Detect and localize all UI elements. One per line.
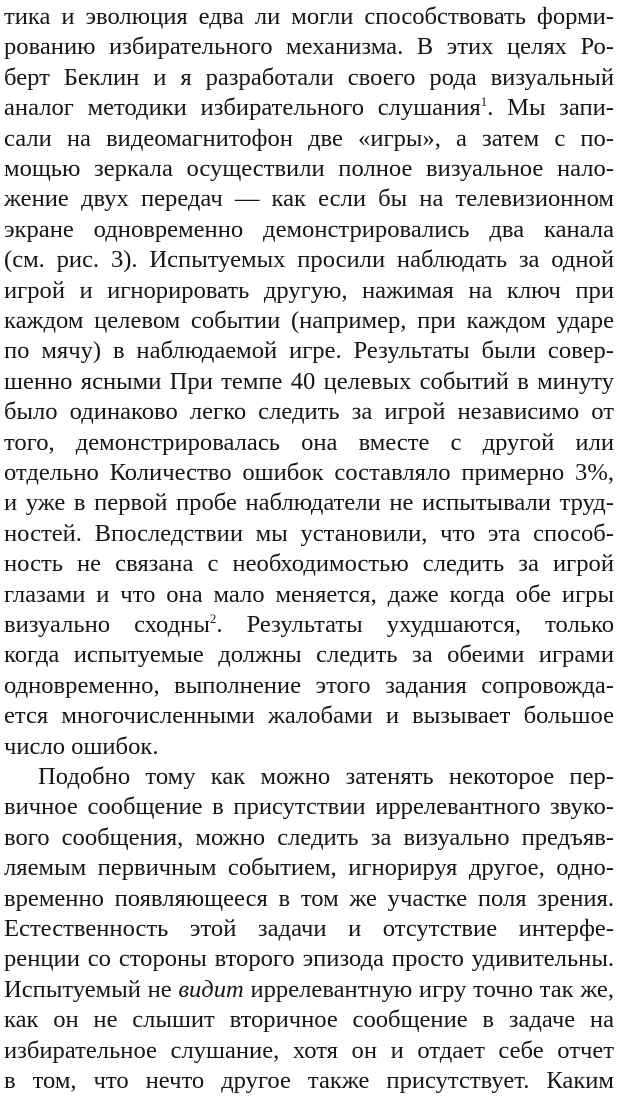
text-line: когда испытуемые должны следить за обеими играми <box>4 641 614 669</box>
text-line: ляемым первичным событием, игнорируя другое, одно- <box>4 854 614 882</box>
text-line: в том, что нечто другое также присутствует. Каким <box>4 1067 614 1094</box>
text-line: число ошибок. <box>4 732 159 760</box>
text-line: временно появляющееся в том же участке поля зрения. <box>4 884 614 912</box>
text-fragment: аналог методики избирательного слушания <box>4 94 481 122</box>
text-line: вичное сообщение в присутствии иррелевантного звуко- <box>4 793 614 821</box>
text-line: по мячу) в наблюдаемой игре. Результаты были совер- <box>4 337 614 365</box>
text-line: ется многочисленными жалобами и вызывает большое <box>4 702 614 730</box>
text-line: было одинаково легко следить за игрой независимо от <box>4 398 614 426</box>
paragraph-first-line: Подобно тому как можно затенять некоторое пер- <box>38 763 614 790</box>
text-line: того, демонстрировалась она вместе с другой или <box>4 428 614 456</box>
text-line: рованию избирательного механизма. В этих целях Ро- <box>4 33 614 61</box>
text-line: глазами и что она мало меняется, даже когда обе игры <box>4 580 614 608</box>
text-line: избирательное слушание, хотя он и отдает себе отчет <box>4 1036 614 1064</box>
text-line: экране одновременно демонстрировались два канала <box>4 215 614 243</box>
text-line: (см. рис. 3). Испытуемых просили наблюдать за одной <box>4 246 614 274</box>
text-fragment: визуально сходны <box>4 611 210 638</box>
text-fragment: Испытуемый не <box>4 975 179 1003</box>
text-line: каждом целевом событии (например, при каждом ударе <box>4 307 614 334</box>
text-fragment: иррелевантную игру точно так же, <box>243 975 614 1003</box>
text-line: отдельно Количество ошибок составляло примерно 3%, <box>4 459 614 486</box>
text-line: берт Беклин и я разработали своего рода визуальный <box>4 63 614 91</box>
italic-word: видит <box>178 975 244 1003</box>
footnote-ref: 1 <box>480 94 488 110</box>
text-line: ность не связана с необходимостью следить за игрой <box>4 550 614 578</box>
footnote-ref: 2 <box>209 611 217 626</box>
text-line: сали на видеомагнитофон две «игры», а затем с по- <box>4 124 614 152</box>
text-line: ренции со стороны второго эпизода просто удивительны. <box>4 945 614 973</box>
text-line: мощью зеркала осуществили полное визуальное нало- <box>4 155 614 182</box>
text-line <box>4 93 614 123</box>
text-line: тика и эволюция едва ли могли способствовать форми- <box>4 3 614 30</box>
text-line: жение двух передач — как если бы на телевизионном <box>4 185 614 213</box>
text-line <box>4 610 614 640</box>
text-line: ностей. Впоследствии мы установили, что эта способ- <box>4 519 614 547</box>
text-line <box>4 975 614 1005</box>
text-line: вого сообщения, можно следить за визуально предъяв- <box>4 823 614 851</box>
text-fragment: . Результаты ухудшаются, только <box>216 611 614 638</box>
text-line: игрой и игнорировать другую, нажимая на ключ при <box>4 276 614 304</box>
text-fragment: Мы запи- <box>493 94 614 122</box>
text-line: одновременно, выполнение этого задания сопровожда- <box>4 671 614 699</box>
text-line: шенно ясными При темпе 40 целевых событий в минуту <box>4 367 614 395</box>
text-line: как он не слышит вторичное сообщение в задаче на <box>4 1006 614 1034</box>
text-fragment: . <box>487 94 494 122</box>
text-line: и уже в первой пробе наблюдатели не испытывали труд- <box>4 489 614 517</box>
text-line: Естественность этой задачи и отсутствие интерфе- <box>4 915 614 942</box>
